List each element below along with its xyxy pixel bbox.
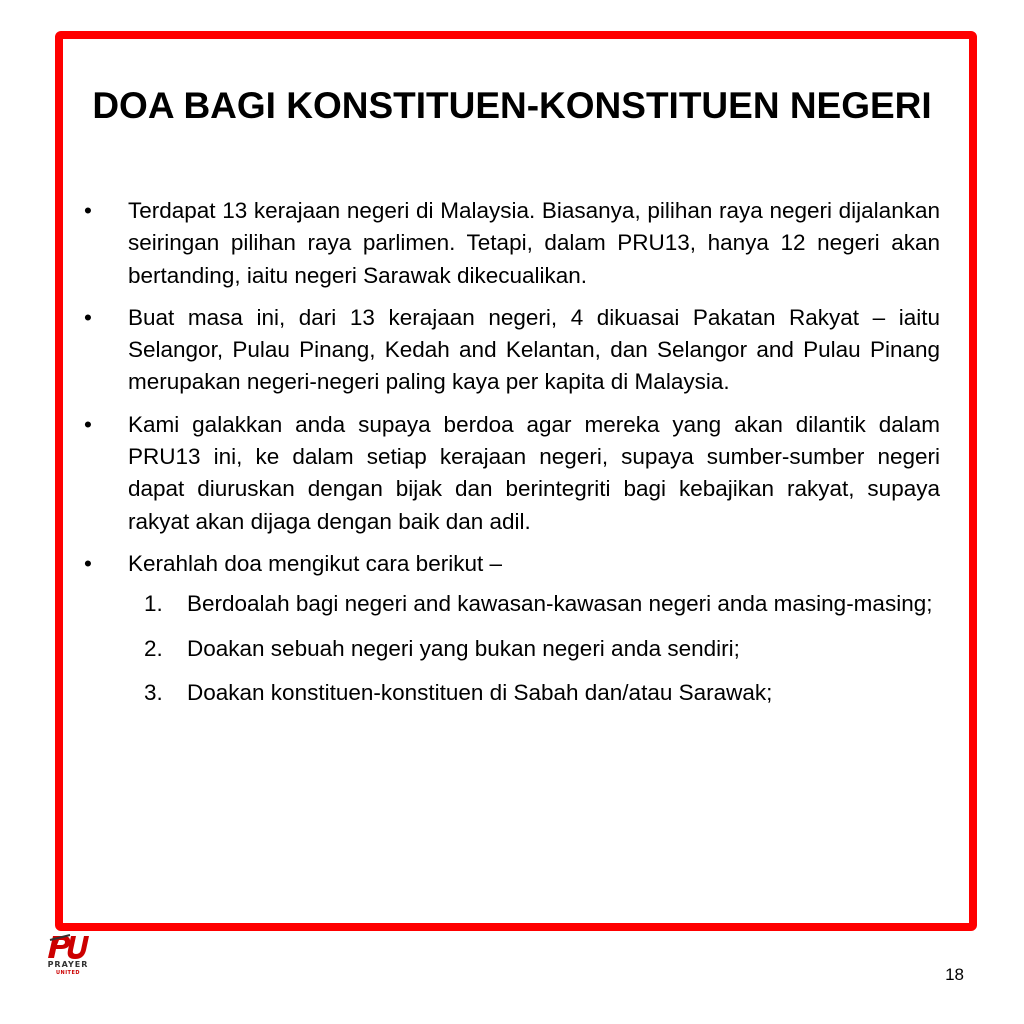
bullet-text: Kerahlah doa mengikut cara berikut –: [128, 550, 502, 576]
bullet-item: [82, 302, 940, 399]
bullet-item: [82, 548, 940, 709]
bullet-list: [82, 195, 940, 721]
item-text: Doakan konstituen-konstituen di Sabah dan/atau Sarawak;: [187, 679, 773, 705]
bullet-item: [82, 409, 940, 538]
bullet-dot: •: [84, 304, 92, 330]
item-number: 2.: [144, 635, 163, 661]
page-number: 18: [945, 965, 964, 984]
numbered-list: [128, 588, 940, 709]
bullet-dot: •: [84, 198, 92, 223]
item-number: 1.: [144, 591, 163, 617]
logo-subname: UNITED: [55, 970, 81, 976]
item-number: 3.: [144, 679, 163, 705]
pu-monogram-icon: [40, 932, 96, 962]
item-text: Berdoalah bagi negeri and kawasan-kawasan negeri anda masing-masing;: [187, 591, 933, 617]
bullet-text: Buat masa ini, dari 13 kerajaan negeri, 4 dikuasai Pakatan Rakyat – iaitu Selangor, Pulau Pinang, Kedah and Kelantan, dan Selangor and Pulau Pinang merupakan negeri-negeri paling kaya per kapita di Malaysia.: [128, 304, 940, 395]
numbered-item: [128, 633, 940, 665]
item-text: Doakan sebuah negeri yang bukan negeri anda sendiri;: [187, 635, 740, 661]
numbered-item: [128, 588, 940, 620]
bullet-text: Terdapat 13 kerajaan negeri di Malaysia. Biasanya, pilihan raya negeri dijalankan seiringan pilihan raya parlimen. Tetapi, dalam PRU13, hanya 12 negeri akan bertanding, iaitu negeri Sarawak dikecualikan.: [128, 198, 940, 288]
bullet-dot: •: [84, 411, 92, 437]
bullet-dot: •: [84, 550, 92, 576]
logo-name: PRAYER: [47, 960, 89, 969]
bullet-text: Kami galakkan anda supaya berdoa agar mereka yang akan dilantik dalam PRU13 ini, ke dalam setiap kerajaan negeri, supaya sumber-sumber negeri dapat diuruskan dengan bijak dan berintegriti bagi kebajikan rakyat, supaya rakyat akan dijaga dengan baik dan adil.: [128, 411, 940, 534]
slide-title: DOA BAGI KONSTITUEN-KONSTITUEN NEGERI: [92, 85, 932, 126]
numbered-item: [128, 677, 940, 709]
bullet-item: [82, 195, 940, 292]
